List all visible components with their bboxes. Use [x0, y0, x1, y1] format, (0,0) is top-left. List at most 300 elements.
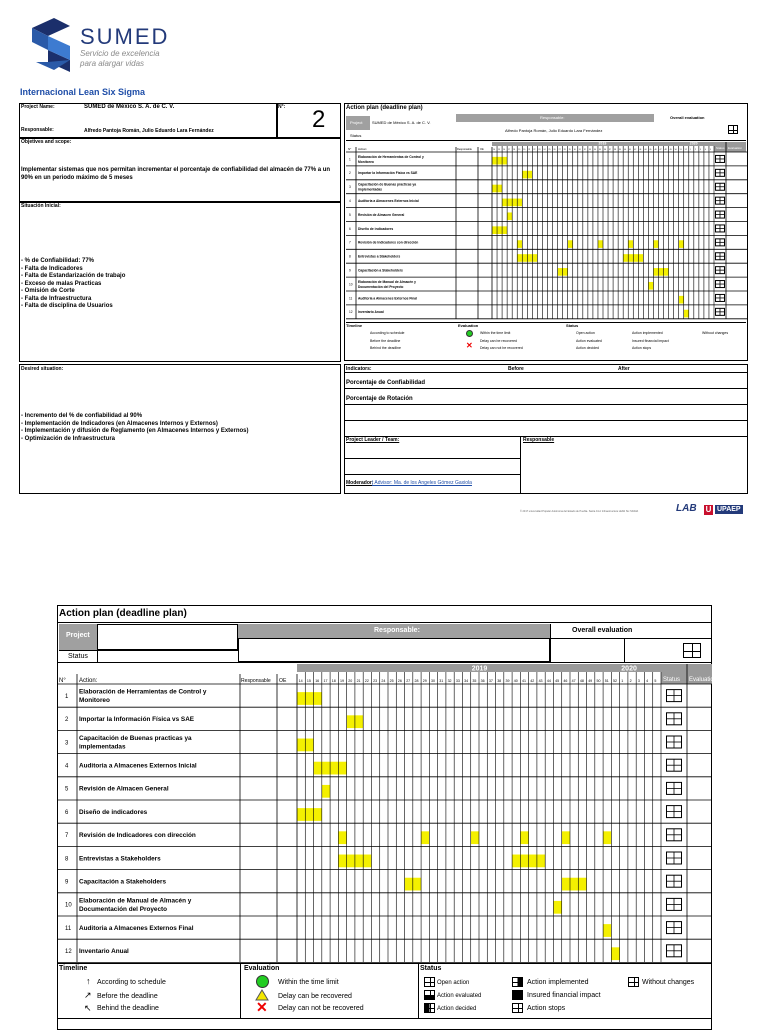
week-22: 22 — [364, 679, 369, 683]
mini-col-oe: OE — [480, 148, 484, 151]
legend-tl3: Behind the deadline — [97, 1005, 159, 1012]
col-action: Action: — [79, 678, 98, 684]
mini-gantt-bar — [568, 240, 573, 248]
mini-action-label: Auditoria a Almacenes Externos Inicial — [358, 199, 419, 204]
week-44: 44 — [546, 679, 551, 683]
mini-week-42: 42 — [634, 149, 637, 151]
mini-week-23: 23 — [538, 149, 541, 151]
gantt-bar — [553, 901, 561, 914]
mini-legend-evaluation: Evaluation — [458, 323, 479, 328]
legend-timeline: Timeline — [59, 965, 88, 972]
action-no: 2 — [65, 717, 69, 724]
mini-action-label: Elaboración de Herramientas de Control y — [358, 154, 424, 159]
legend-tl2: Before the deadline — [97, 993, 158, 1000]
mini-gantt-bar — [638, 254, 643, 262]
week-43: 43 — [538, 679, 543, 683]
mini-week-41: 41 — [629, 149, 632, 151]
plan-title: Action plan (deadline plan) — [59, 608, 187, 619]
mini-col-action: Action: — [358, 147, 368, 151]
mini-gantt-bar — [527, 171, 532, 179]
project-no-label: N°: — [278, 104, 286, 110]
mini-gantt — [346, 142, 748, 320]
action-no: 11 — [65, 925, 72, 932]
mini-action-no: 10 — [349, 282, 353, 287]
week-40: 40 — [513, 679, 518, 683]
project-name-value: SUMED de México S. A. de C. V. — [84, 104, 175, 110]
action-stops-icon — [512, 1003, 523, 1013]
mini-action-label-2: Documentación del Proyecto — [358, 284, 404, 289]
red-x-icon: ✕ — [256, 999, 268, 1015]
mini-week-51: 51 — [679, 149, 682, 151]
action-label: Elaboración de Manual de Almacén y — [79, 897, 192, 905]
project-name-label: Project Name: — [21, 104, 55, 110]
action-label: Elaboración de Herramientas de Control y — [79, 688, 207, 696]
mini-plan-title: Action plan (deadline plan) — [346, 105, 423, 111]
action-no: 3 — [65, 740, 69, 747]
gantt-bar — [413, 878, 421, 891]
indicators-before: Before — [508, 366, 524, 372]
week-27: 27 — [406, 679, 411, 683]
brand-name: SUMED — [80, 24, 170, 49]
mini-overall-status-icon — [728, 125, 738, 134]
col-resp: Responsable — [241, 678, 271, 684]
mini-week-2: 2 — [694, 149, 696, 151]
action-no: 9 — [65, 879, 69, 886]
mini-col-no: N° — [348, 147, 352, 151]
legend-ev3: Delay can not be recovered — [278, 1005, 364, 1012]
gantt-bar — [338, 855, 346, 868]
mini-week-32: 32 — [583, 149, 586, 151]
mini-gantt-bar — [628, 240, 633, 248]
mini-week-48: 48 — [664, 149, 667, 151]
desired-label: Desired situation: — [21, 366, 64, 372]
week-45: 45 — [555, 679, 560, 683]
week-21: 21 — [356, 679, 361, 683]
team-leader-label: Project Leader / Team: — [346, 437, 400, 443]
gantt-bar — [611, 947, 619, 960]
gantt-bar — [421, 831, 429, 844]
mini-action-label: Revisión de Almacen General — [358, 212, 405, 217]
mini-legend-st2: Action evaluated — [576, 339, 602, 343]
action-label-2: implementadas — [79, 743, 126, 751]
mini-gantt-bar — [492, 185, 497, 193]
mini-week-21: 21 — [528, 149, 531, 151]
week-34: 34 — [464, 679, 469, 683]
mini-legend-timeline: Timeline — [346, 323, 363, 328]
mini-action-no: 5 — [349, 212, 351, 217]
col-no: N° — [59, 678, 66, 684]
gantt-bar — [520, 855, 528, 868]
mini-gantt-bar — [517, 240, 522, 248]
gantt-bar — [305, 808, 313, 821]
gantt-bar — [297, 739, 305, 752]
plan-status-label: Status — [68, 653, 88, 660]
mini-week-37: 37 — [609, 149, 612, 151]
mini-col-resp: Responsable — [457, 148, 472, 151]
gantt-bar — [512, 855, 520, 868]
mini-week-35: 35 — [598, 149, 601, 151]
action-no: 6 — [65, 809, 69, 816]
mini-week-26: 26 — [553, 149, 556, 151]
indicators-after: After — [618, 366, 630, 372]
week-30: 30 — [431, 679, 436, 683]
mini-action-label: Auditoria a Almacenes Externos Final — [358, 296, 418, 301]
team-responsible-label: Responsable — [523, 437, 555, 443]
action-no: 5 — [65, 786, 69, 793]
mini-week-36: 36 — [604, 149, 607, 151]
week-38: 38 — [497, 679, 502, 683]
action-label-2: Documentación del Proyecto — [79, 905, 168, 913]
mini-action-label: Diseño de indicadores — [358, 226, 394, 231]
gantt-bar — [347, 855, 355, 868]
mini-week-30: 30 — [573, 149, 576, 151]
mini-gantt-bar — [522, 171, 527, 179]
mini-gantt-bar — [558, 268, 563, 276]
mini-col-status: Status — [716, 146, 725, 150]
gantt-bar — [314, 692, 322, 705]
mini-year-2: 2020 — [689, 141, 698, 146]
mini-week-31: 31 — [578, 149, 581, 151]
mini-gantt-bar — [512, 199, 517, 207]
mini-gantt-bar — [532, 254, 537, 262]
insured-impact-icon — [512, 990, 523, 1000]
plan-overall-status-icon[interactable] — [683, 643, 701, 658]
mini-gantt-bar — [679, 296, 684, 304]
week-41: 41 — [522, 679, 527, 683]
mini-action-label-2: Monitoreo — [358, 159, 374, 164]
action-label: Revisión de Almacen General — [79, 785, 169, 793]
gantt-bar — [578, 878, 586, 891]
plan-overall-label: Overall evaluation — [572, 627, 633, 634]
week-4: 4 — [646, 679, 649, 683]
action-label: Capacitación de Buenas practicas ya — [79, 735, 192, 743]
mini-gantt-bar — [507, 199, 512, 207]
mini-gantt-bar — [502, 226, 507, 234]
legend-st5: Insured financial impact — [527, 992, 601, 999]
mini-gantt-bar — [527, 254, 532, 262]
mini-action-label: Entrevistas a Stakeholders — [358, 254, 401, 259]
year-1: 2019 — [471, 665, 488, 673]
week-24: 24 — [381, 679, 386, 683]
mini-overall-label: Overall evaluation — [670, 115, 705, 120]
week-2: 2 — [629, 679, 632, 683]
gantt-bar — [570, 878, 578, 891]
mini-gantt-bar — [648, 282, 653, 290]
mini-gantt-bar — [522, 254, 527, 262]
week-17: 17 — [323, 679, 328, 683]
mini-legend-ev1: Within the time limit — [480, 331, 511, 335]
mini-gantt-bar — [633, 254, 638, 262]
week-26: 26 — [397, 679, 402, 683]
legend-ev2: Delay can be recovered — [278, 993, 352, 1000]
mini-action-no: 2 — [349, 171, 351, 176]
mini-gantt-bar — [684, 310, 689, 318]
mini-action-no: 4 — [349, 199, 351, 204]
week-35: 35 — [472, 679, 477, 683]
mini-legend-st5: Insured financial impact — [632, 339, 669, 343]
mini-legend-tl2: Before the deadline — [370, 339, 401, 343]
gantt-bar — [297, 692, 305, 705]
week-50: 50 — [596, 679, 601, 683]
mini-gantt-bar — [664, 268, 669, 276]
action-no: 4 — [65, 763, 69, 770]
mini-week-29: 29 — [568, 149, 571, 151]
week-19: 19 — [340, 679, 345, 683]
footer-u-logo-icon: U — [705, 505, 712, 514]
week-18: 18 — [331, 679, 336, 683]
gantt-bar — [305, 692, 313, 705]
action-no: 7 — [65, 833, 69, 840]
mini-week-38: 38 — [614, 149, 617, 151]
gantt-bar — [355, 855, 363, 868]
mini-gantt-bar — [659, 268, 664, 276]
col-oe: OE — [279, 678, 287, 684]
legend-st4: Action implemented — [527, 979, 589, 986]
mini-responsible-value: Alfredo Pantoja Román, Julio Eduardo Lara Fernández — [505, 128, 603, 133]
mini-week-47: 47 — [659, 149, 662, 151]
gantt-bar — [603, 924, 611, 937]
gantt-bar — [322, 762, 330, 775]
mini-action-label: Inventario Anual — [358, 310, 384, 315]
mini-week-22: 22 — [533, 149, 536, 151]
week-31: 31 — [439, 679, 444, 683]
objectives-text: Implementar sistemas que nos permitan incrementar el porcentaje de confiabilidad del almacén de 77% a un 90% en un periodo máximo de 5 meses — [21, 167, 331, 181]
mini-action-no: 8 — [349, 254, 351, 259]
action-no: 10 — [65, 902, 72, 909]
mini-week-17: 17 — [508, 149, 511, 151]
indicators-label: Indicators: — [346, 366, 372, 372]
mini-status-label: Status — [350, 133, 362, 138]
mini-gantt-bar — [497, 185, 502, 193]
gantt-bar — [338, 831, 346, 844]
mini-project-label: Project — [350, 120, 363, 125]
week-51: 51 — [604, 679, 609, 683]
week-36: 36 — [480, 679, 485, 683]
action-label: Revisión de Indicadores con dirección — [79, 832, 196, 840]
mini-gantt-bar — [502, 157, 507, 165]
mini-week-5: 5 — [709, 149, 711, 151]
plan-project-label: Project — [66, 632, 90, 639]
action-decided-icon — [424, 1003, 435, 1013]
action-label: Entrevistas a Stakeholders — [79, 855, 161, 863]
gantt-bar — [338, 762, 346, 775]
mini-week-18: 18 — [513, 149, 516, 151]
mini-action-no: 7 — [349, 240, 351, 245]
brand-tagline-1: Servicio de excelencia — [80, 49, 160, 58]
week-16: 16 — [315, 679, 320, 683]
mini-week-39: 39 — [619, 149, 622, 151]
plan-gantt — [57, 664, 718, 964]
footer-upaep-logo: UPAEP — [717, 506, 741, 513]
project-resp-label: Responsable: — [21, 127, 54, 133]
gantt-bar — [363, 855, 371, 868]
arrow-up-icon: ↑ — [86, 976, 91, 986]
gantt-bar — [347, 715, 355, 728]
week-42: 42 — [530, 679, 535, 683]
mini-gantt-bar — [653, 268, 658, 276]
week-25: 25 — [389, 679, 394, 683]
week-33: 33 — [455, 679, 460, 683]
gantt-bar — [355, 715, 363, 728]
mini-gantt-bar — [492, 157, 497, 165]
mini-legend-st6: Action stops — [632, 346, 652, 350]
green-circle-icon — [256, 975, 269, 988]
legend-status: Status — [420, 965, 442, 972]
action-label: Auditoria a Almacenes Externos Inicial — [79, 762, 197, 770]
action-label: Auditoria a Almacenes Externos Final — [79, 924, 194, 932]
mini-gantt-bar — [502, 199, 507, 207]
mini-week-43: 43 — [639, 149, 642, 151]
mini-week-40: 40 — [624, 149, 627, 151]
mini-gantt-bar — [563, 268, 568, 276]
action-no: 12 — [65, 949, 72, 956]
arrow-up-right-icon: ↗ — [84, 990, 92, 1000]
mini-week-52: 52 — [684, 149, 687, 151]
mini-gantt-bar — [497, 157, 502, 165]
mini-legend-tl1: According to schedule — [370, 331, 405, 335]
action-label-2: Monitoreo — [79, 697, 110, 705]
gantt-bar — [305, 739, 313, 752]
mini-year-1: 2019 — [598, 141, 607, 146]
mini-gantt-bar — [598, 240, 603, 248]
mini-week-14: 14 — [493, 149, 496, 151]
mini-legend-st1: Open action — [576, 331, 595, 335]
action-implemented-icon — [512, 977, 523, 987]
mini-week-49: 49 — [669, 149, 672, 151]
week-39: 39 — [505, 679, 510, 683]
gantt-bar — [537, 855, 545, 868]
open-action-icon — [424, 977, 435, 987]
week-47: 47 — [571, 679, 576, 683]
week-1: 1 — [621, 679, 624, 683]
mini-legend-status: Status — [566, 323, 579, 328]
week-52: 52 — [613, 679, 618, 683]
action-label: Diseño de indicadores — [79, 808, 148, 816]
action-evaluated-icon — [424, 990, 435, 1000]
mini-legend-ev3: Delay can not be recovered — [480, 346, 523, 350]
mini-gantt-bar — [492, 226, 497, 234]
gantt-bar — [314, 808, 322, 821]
mini-week-24: 24 — [543, 149, 546, 151]
mini-action-label: Capacitación a Stakeholders — [358, 268, 403, 273]
week-20: 20 — [348, 679, 353, 683]
mini-action-no: 1 — [349, 157, 351, 162]
mini-week-19: 19 — [518, 149, 521, 151]
gantt-bar — [562, 831, 570, 844]
week-46: 46 — [563, 679, 568, 683]
objectives-label: Objetives and scope: — [21, 139, 72, 145]
gantt-bar — [603, 831, 611, 844]
mini-legend-ev2: Delay can be recovered — [480, 339, 517, 343]
desired-list: - Incremento del % de confiabilidad al 90% - Implementación de Indicadores (en Almacenes Internos y Externos) - Implementación y difusión de Reglamento (en Almacenes Internos y Externos) - Optimización de Infraestructura — [21, 413, 249, 442]
week-48: 48 — [579, 679, 584, 683]
plan-responsible-label: Responsable: — [374, 627, 420, 634]
mini-week-3: 3 — [699, 149, 701, 151]
action-label: Inventario Anual — [79, 948, 129, 956]
mini-gantt-bar — [628, 254, 633, 262]
week-15: 15 — [306, 679, 311, 683]
week-23: 23 — [373, 679, 378, 683]
plan-project-value — [97, 624, 238, 650]
mini-action-label-2: implementadas — [358, 187, 383, 192]
sumed-logo-icon — [28, 18, 78, 80]
mini-action-no: 12 — [349, 310, 353, 315]
mini-week-20: 20 — [523, 149, 526, 151]
sumed-logo — [28, 18, 188, 80]
mini-action-label: Importar la Información Física vs SAE — [358, 171, 418, 176]
mini-action-no: 3 — [349, 185, 351, 190]
legend-st1: Open action — [437, 980, 470, 986]
week-5: 5 — [654, 679, 657, 683]
legend-st3: Action decided — [437, 1006, 477, 1012]
situation-label: Situación Inicial: — [21, 203, 61, 209]
mini-gantt-bar — [507, 212, 512, 220]
mini-week-44: 44 — [644, 149, 647, 151]
mini-action-label: Elaboración de Manual de Almacén y — [358, 279, 416, 284]
project-no-value: 2 — [312, 106, 326, 133]
mini-action-no: 6 — [349, 226, 351, 231]
mini-gantt-bar — [517, 199, 522, 207]
gantt-bar — [297, 808, 305, 821]
mini-legend-st3: Action decided — [576, 346, 599, 350]
mini-gantt-bar — [653, 240, 658, 248]
mini-week-28: 28 — [563, 149, 566, 151]
moderator-value[interactable]: | Advisor: Ma. de los Angeles Gómez Gaxiola — [372, 480, 472, 486]
week-32: 32 — [447, 679, 452, 683]
legend-ev1: Within the time limit — [278, 979, 339, 986]
mini-week-46: 46 — [654, 149, 657, 151]
col-status: Status — [663, 677, 681, 683]
project-resp-value: Alfredo Pantoja Román, Julio Eduardo Lara Fernández — [84, 128, 214, 134]
col-eval: Evaluation — [689, 677, 718, 683]
legend-st6: Action stops — [527, 1005, 566, 1012]
mini-action-label: Revisión de Indicadores con dirección — [358, 240, 419, 245]
brand-tagline-2: para alargar vidas — [80, 59, 145, 68]
mini-week-34: 34 — [593, 149, 596, 151]
week-49: 49 — [588, 679, 593, 683]
footer-lab-logo: LAB — [676, 503, 697, 514]
week-28: 28 — [414, 679, 419, 683]
gantt-bar — [314, 762, 322, 775]
mini-legend-tl3: Behind the deadline — [370, 346, 401, 350]
gantt-bar — [562, 878, 570, 891]
week-29: 29 — [422, 679, 427, 683]
legend-evaluation: Evaluation — [244, 965, 280, 972]
mini-action-label: Capacitación de Buenas practicas ya — [358, 182, 417, 187]
mini-week-1: 1 — [689, 149, 691, 151]
mini-week-4: 4 — [704, 149, 706, 151]
mini-week-27: 27 — [558, 149, 561, 151]
gantt-bar — [330, 762, 338, 775]
legend-st7: Without changes — [642, 979, 695, 986]
mini-week-33: 33 — [588, 149, 591, 151]
moderator-label: Moderador: — [346, 480, 374, 486]
mini-red-x-icon: ✕ — [466, 341, 473, 350]
action-no: 8 — [65, 856, 69, 863]
week-14: 14 — [298, 679, 303, 683]
action-no: 1 — [65, 693, 69, 700]
mini-legend-st4: Action implemented — [632, 331, 663, 335]
mini-gantt-bar — [623, 254, 628, 262]
mini-week-50: 50 — [674, 149, 677, 151]
mini-week-16: 16 — [503, 149, 506, 151]
week-37: 37 — [488, 679, 493, 683]
page-heading: Internacional Lean Six Sigma — [20, 87, 146, 97]
mini-project-value: SUMED de México S. A. de C. V. — [372, 120, 431, 125]
mini-action-no: 11 — [349, 296, 353, 301]
legend-tl1: According to schedule — [97, 979, 166, 986]
mini-legend-st7: Without changes — [702, 331, 729, 335]
